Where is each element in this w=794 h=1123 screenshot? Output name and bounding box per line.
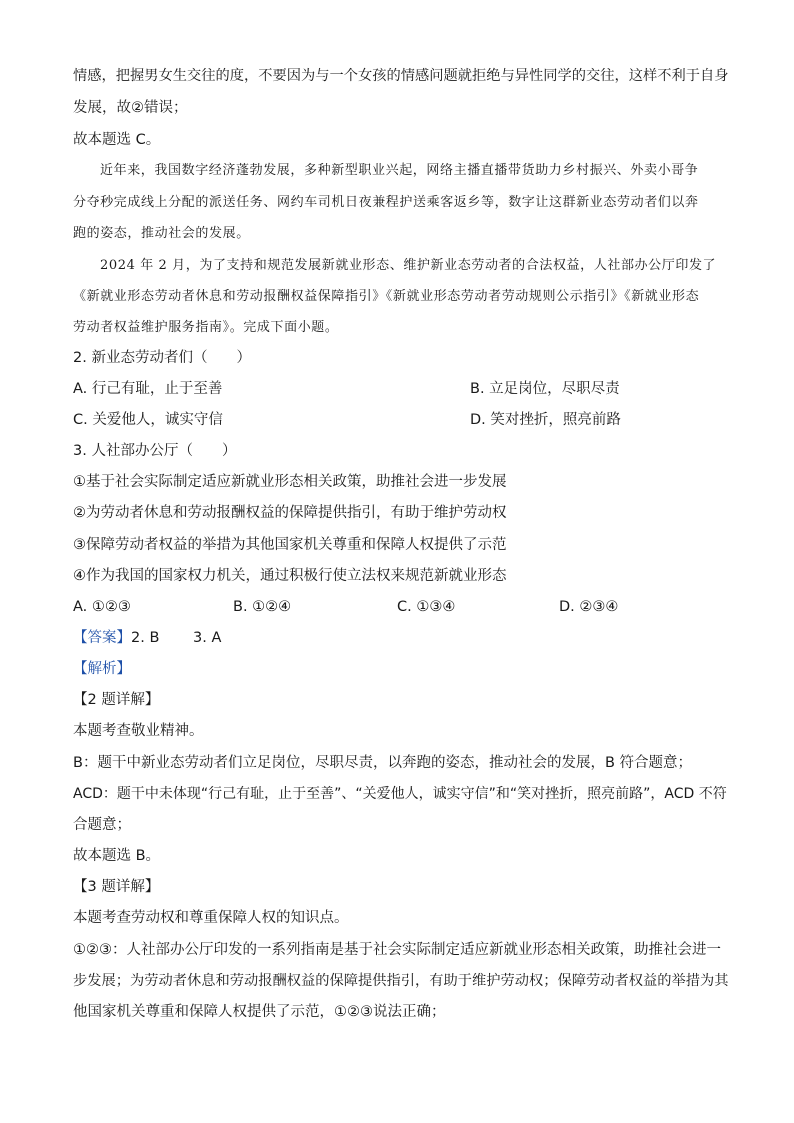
passage-p2-line-3: 劳动者权益维护服务指南》。完成下面小题。: [73, 320, 339, 335]
question-2-options-row-1: [73, 379, 723, 399]
question-2-options-row-2: [73, 410, 723, 430]
question-3-options-row: [73, 597, 723, 617]
passage-p2-line-2: 《新就业形态劳动者休息和劳动报酬权益保障指引》《新就业形态劳动者劳动规则公示指引》《新就业形态: [73, 289, 700, 304]
q3-detail-line-2: ①②③：人社部办公厅印发的一系列指南是基于社会实际制定适应新就业形态相关政策，助推社会进一: [73, 942, 721, 958]
q2-option-b: B. 立足岗位，尽职尽责: [470, 381, 620, 397]
q3-detail-header: 【3 题详解】: [73, 879, 160, 895]
passage-p1-line-2: 分夺秒完成线上分配的派送任务、网约车司机日夜兼程护送乘客返乡等，数字让这群新业态劳动者们以奔: [73, 195, 699, 210]
prev-text-line-2: 发展，故②错误；: [73, 100, 188, 116]
passage-p1-line-3: 跑的姿态，推动社会的发展。: [73, 226, 250, 241]
q3-statement-3: ③保障劳动者权益的举措为其他国家机关尊重和保障人权提供了示范: [73, 537, 507, 553]
q3-statement-1: ①基于社会实际制定适应新就业形态相关政策，助推社会进一步发展: [73, 474, 507, 490]
passage-p1-line-1: 近年来，我国数字经济蓬勃发展，多种新型职业兴起，网络主播直播带货助力乡村振兴、外卖小哥争: [100, 163, 699, 178]
q3-detail-line-4: 他国家机关尊重和保障人权提供了示范，①②③说法正确；: [73, 1004, 446, 1020]
q3-option-b: B. ①②④: [233, 599, 292, 615]
answer-label: 【答案】: [73, 630, 131, 646]
q3-statement-2: ②为劳动者休息和劳动报酬权益的保障提供指引，有助于维护劳动权: [73, 505, 507, 521]
q2-detail-line-3: ACD：题干中未体现“行己有耻，止于至善”、“关爱他人，诚实守信”和“笑对挫折，照亮前路”，ACD 不符: [73, 786, 727, 802]
passage-p2-line-1: 2024 年 2 月，为了支持和规范发展新就业形态、维护新业态劳动者的合法权益，人社部办公厅印发了: [100, 258, 717, 273]
prev-text-line-1: 情感，把握男女生交往的度，不要因为与一个女孩的情感问题就拒绝与异性同学的交往，这样不利于自身: [73, 68, 729, 84]
answer-line: [73, 628, 221, 648]
q3-option-c: C. ①③④: [397, 599, 456, 615]
q2-detail-line-4: 合题意；: [73, 817, 131, 833]
q3-detail-line-1: 本题考查劳动权和尊重保障人权的知识点。: [73, 910, 349, 926]
q2-option-a: A. 行己有耻，止于至善: [73, 381, 223, 397]
prev-conclusion: 故本题选 C。: [73, 132, 161, 148]
q3-statement-4: ④作为我国的国家权力机关，通过积极行使立法权来规范新就业形态: [73, 568, 507, 584]
q3-option-d: D. ②③④: [559, 599, 619, 615]
q3-detail-line-3: 步发展；为劳动者休息和劳动报酬权益的保障提供指引，有助于维护劳动权；保障劳动者权益的举措为其: [73, 973, 729, 989]
q2-detail-line-2: B：题干中新业态劳动者们立足岗位，尽职尽责，以奔跑的姿态，推动社会的发展，B 符合题意；: [73, 755, 693, 771]
q2-detail-conclusion: 故本题选 B。: [73, 848, 161, 864]
q3-option-a: A. ①②③: [73, 599, 131, 615]
analysis-label: 【解析】: [73, 661, 131, 677]
answer-text: 2. B 3. A: [131, 630, 222, 646]
q2-option-d: D. 笑对挫折，照亮前路: [470, 412, 621, 428]
q2-option-c: C. 关爱他人，诚实守信: [73, 412, 223, 428]
q2-detail-header: 【2 题详解】: [73, 692, 160, 708]
q2-detail-line-1: 本题考查敬业精神。: [73, 723, 204, 739]
question-3-stem: 3. 人社部办公厅（ ）: [73, 443, 237, 459]
question-2-stem: 2. 新业态劳动者们（ ）: [73, 350, 251, 366]
